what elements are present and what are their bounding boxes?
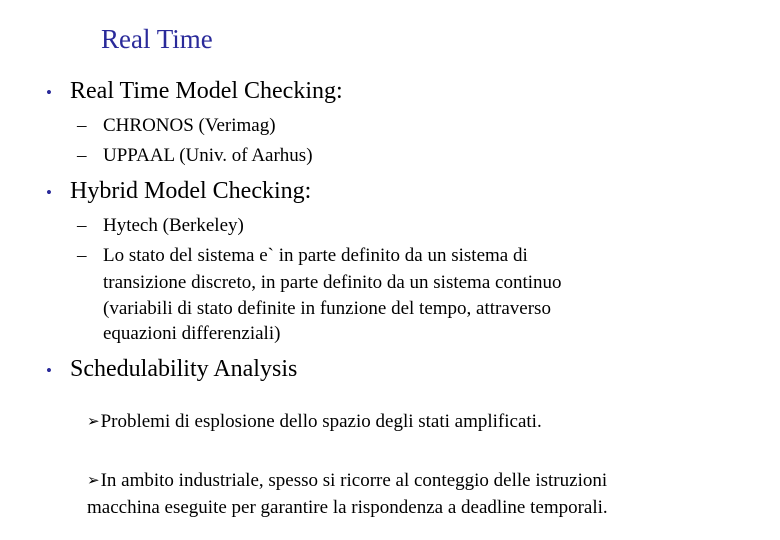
list-item-lo-stato: Lo stato del sistema e` in parte definito da un sistema di [103, 245, 528, 266]
dash-marker: – [77, 245, 87, 266]
section-heading-real-time-model-checking: Real Time Model Checking: [70, 78, 343, 104]
list-item-uppaal: UPPAAL (Univ. of Aarhus) [103, 145, 313, 166]
bullet-icon: • [46, 83, 52, 102]
section-heading-schedulability-analysis: Schedulability Analysis [70, 356, 298, 382]
list-item-lo-stato-line-2: transizione discreto, in parte definito da un sistema continuo [103, 272, 562, 293]
right-arrowhead-icon: ➢ [87, 471, 100, 489]
dash-marker: – [77, 115, 87, 136]
section-heading-hybrid-model-checking: Hybrid Model Checking: [70, 178, 312, 204]
note-ambito-line-1: In ambito industriale, spesso si ricorre al conteggio delle istruzioni [100, 470, 608, 491]
note-ambito-industriale [87, 466, 607, 496]
list-item-hytech: Hytech (Berkeley) [103, 215, 244, 236]
right-arrowhead-icon: ➢ [87, 412, 100, 430]
dash-marker: – [77, 145, 87, 166]
dash-marker: – [77, 215, 87, 236]
list-item-lo-stato-line-3: (variabili di stato definite in funzione del tempo, attraverso [103, 298, 551, 319]
slide-title: Real Time [101, 24, 213, 54]
list-item-chronos: CHRONOS (Verimag) [103, 115, 276, 136]
bullet-icon: • [46, 183, 52, 202]
note-esplosione-text: Problemi di esplosione dello spazio degli stati amplificati. [100, 411, 542, 432]
note-ambito-line-2: macchina eseguite per garantire la rispondenza a deadline temporali. [87, 497, 608, 518]
bullet-icon: • [46, 361, 52, 380]
list-item-lo-stato-line-4: equazioni differenziali) [103, 323, 281, 344]
note-esplosione [87, 407, 542, 437]
